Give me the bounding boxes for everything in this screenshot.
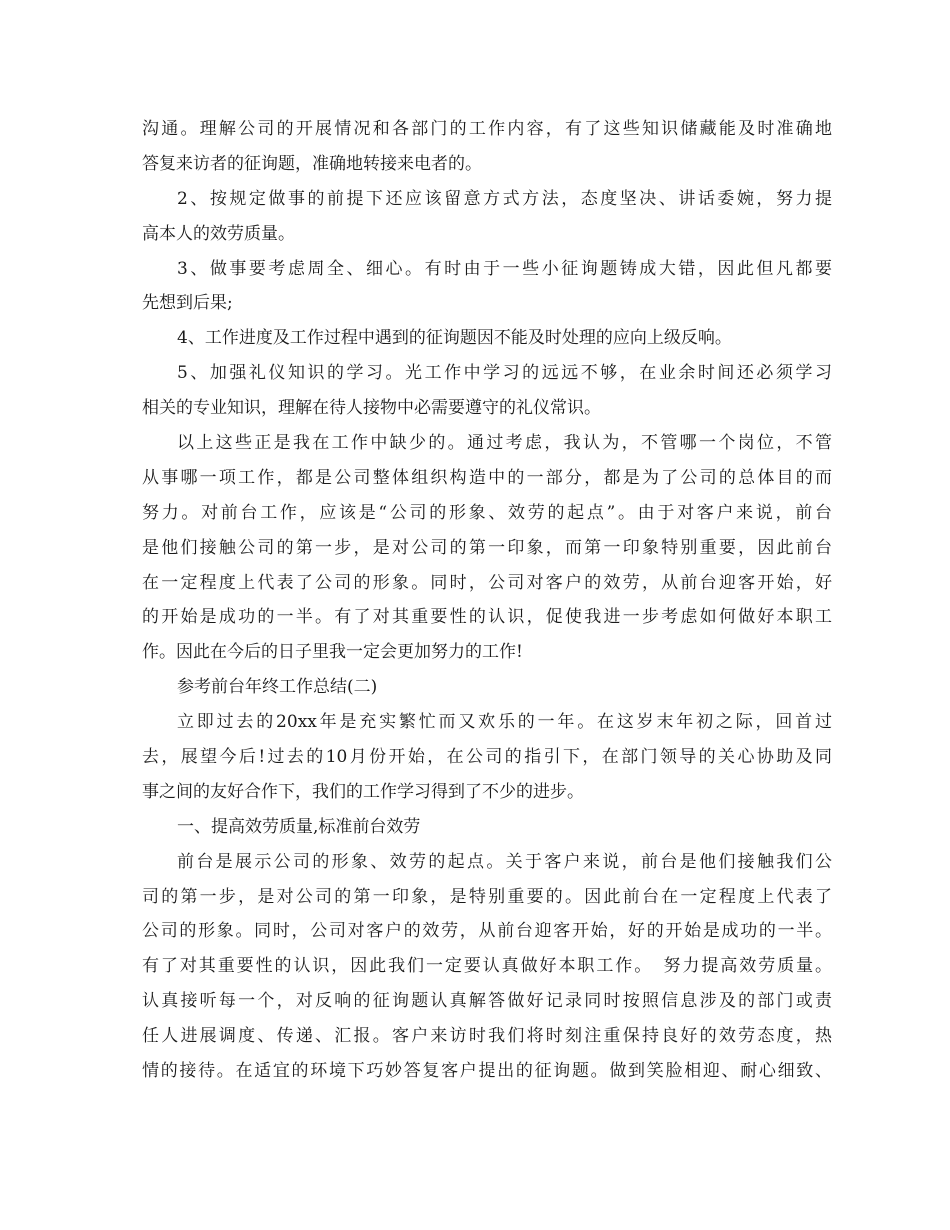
text-line: 5、加强礼仪知识的学习。光工作中学习的远远不够，在业余时间还必须学习 — [177, 363, 832, 384]
text-line: 公司的形象。同时，公司对客户的效劳，从前台迎客开始，好的开始是成功的一半。 — [142, 921, 832, 942]
text-line: 以上这些正是我在工作中缺少的。通过考虑，我认为，不管哪一个岗位，不管 — [177, 433, 832, 454]
text-line: 司的第一步，是对公司的第一印象，是特别重要的。因此前台在一定程度上代表了 — [142, 886, 832, 907]
text-line: 先想到后果; — [142, 293, 233, 314]
text-line: 的开始是成功的一半。有了对其重要性的认识，促使我进一步考虑如何做好本职工 — [142, 607, 832, 628]
text-line: 一、提高效劳质量,标准前台效劳 — [177, 816, 421, 837]
text-line: 事之间的友好合作下，我们的工作学习得到了不少的进步。 — [142, 781, 584, 802]
text-line: 高本人的效劳质量。 — [142, 223, 295, 244]
document-body — [142, 112, 832, 1089]
text-line: 立即过去的20xx年是充实繁忙而又欢乐的一年。在这岁末年初之际，回首过 — [177, 712, 832, 733]
text-line: 从事哪一项工作，都是公司整体组织构造中的一部分，都是为了公司的总体目的而 — [142, 467, 832, 488]
text-line: 任人进展调度、传递、汇报。客户来访时我们将时刻注重保持良好的效劳态度，热 — [142, 1026, 832, 1047]
text-line: 3、做事要考虑周全、细心。有时由于一些小征询题铸成大错，因此但凡都要 — [177, 258, 832, 279]
text-line: 情的接待。在适宜的环境下巧妙答复客户提出的征询题。做到笑脸相迎、耐心细致、 — [142, 1061, 832, 1082]
text-line: 前台是展示公司的形象、效劳的起点。关于客户来说，前台是他们接触我们公 — [177, 851, 832, 872]
text-line: 在一定程度上代表了公司的形象。同时，公司对客户的效劳，从前台迎客开始，好 — [142, 572, 832, 593]
text-line: 认真接听每一个，对反响的征询题认真解答做好记录同时按照信息涉及的部门或责 — [142, 991, 832, 1012]
text-line: 4、工作进度及工作过程中遇到的征询题因不能及时处理的应向上级反响。 — [177, 328, 732, 349]
text-line: 相关的专业知识，理解在待人接物中必需要遵守的礼仪常识。 — [142, 398, 601, 419]
text-line: 沟通。理解公司的开展情况和各部门的工作内容，有了这些知识储藏能及时准确地 — [142, 119, 832, 139]
text-line: 是他们接触公司的第一步，是对公司的第一印象，而第一印象特别重要，因此前台 — [142, 537, 832, 558]
text-line: 努力。对前台工作，应该是“公司的形象、效劳的起点”。由于对客户来说，前台 — [142, 502, 832, 523]
text-line: 参考前台年终工作总结(二) — [177, 677, 378, 698]
text-line: 答复来访者的征询题，准确地转接来电者的。 — [142, 153, 482, 174]
text-line: 作。因此在今后的日子里我一定会更加努力的工作! — [142, 642, 523, 663]
text-line: 2、按规定做事的前提下还应该留意方式方法，态度坚决、讲话委婉，努力提 — [177, 188, 832, 209]
text-line: 去，展望今后!过去的10月份开始，在公司的指引下，在部门领导的关心协助及同 — [142, 747, 832, 768]
text-line: 有了对其重要性的认识，因此我们一定要认真做好本职工作。 努力提高效劳质量。 — [142, 956, 832, 977]
